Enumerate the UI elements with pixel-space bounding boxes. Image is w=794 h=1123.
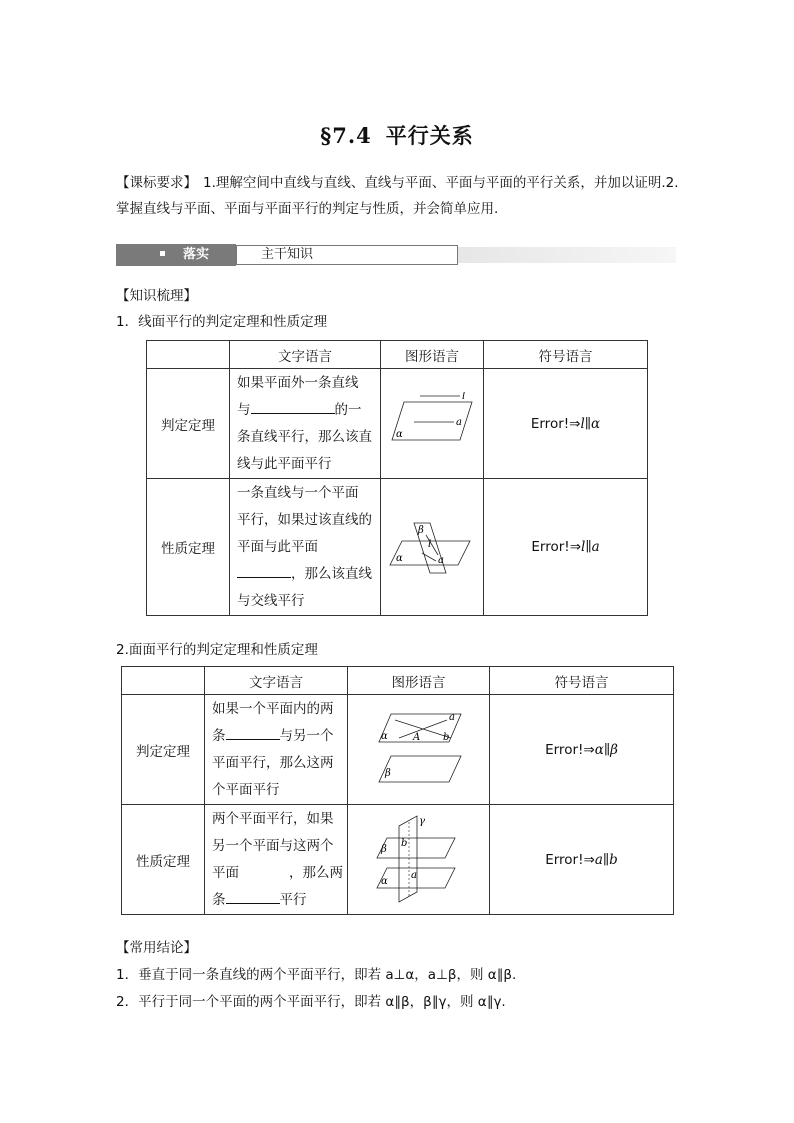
page-title (0, 120, 794, 150)
theorem-name: 性质定理 (122, 805, 205, 915)
figure-label: α (380, 730, 388, 742)
three-planes-figure (369, 812, 469, 904)
section-number: §7.4 (320, 123, 372, 148)
figure-label: α (396, 428, 403, 440)
figure-label: a (438, 555, 444, 566)
requirements-text-continued: 掌握直线与平面、平面与平面平行的判定与性质，并会简单应用. (116, 201, 499, 217)
theorem-figure (348, 805, 490, 915)
table-header-cell: 符号语言 (490, 667, 674, 695)
figure-label: A (412, 731, 420, 743)
theorem-name: 性质定理 (147, 479, 230, 616)
line-plane-heading: 1．线面平行的判定定理和性质定理 (116, 314, 328, 330)
theorem-name: 判定定理 (122, 695, 205, 805)
table-row (147, 479, 648, 616)
table-row (122, 695, 674, 805)
table-header-cell: 图形语言 (381, 341, 484, 369)
figure-label: a (448, 711, 455, 723)
table-header-cell: 图形语言 (348, 667, 490, 695)
plane-plane-table (121, 666, 674, 915)
conclusion-item-2: 2．平行于同一个平面的两个平面平行，即若 α∥β，β∥γ，则 α∥γ. (116, 994, 506, 1010)
knowledge-label: 【知识梳理】 (116, 288, 197, 304)
figure-label: a (410, 869, 417, 881)
table-header-row (122, 667, 674, 695)
theorem-figure (381, 479, 484, 616)
theorem-text: 如果一个平面内的两 条 与另一个 平面平行，那么这两 个平面平行 (205, 695, 348, 805)
figure-label: α (380, 875, 388, 887)
figure-label: l (428, 539, 432, 550)
table-header-empty (147, 341, 230, 369)
fill-blank[interactable] (226, 725, 280, 740)
theorem-text: 两个平面平行，如果 另一个平面与这两个 平面 ，那么两 条 平行 (205, 805, 348, 915)
figure-label: α (396, 553, 403, 564)
table-header-cell: 文字语言 (230, 341, 381, 369)
fill-blank[interactable] (251, 399, 335, 414)
square-bullet-icon (160, 251, 165, 256)
theorem-figure (381, 369, 484, 479)
table-header-cell: 符号语言 (484, 341, 648, 369)
line-plane-table (146, 340, 648, 616)
table-header-cell: 文字语言 (205, 667, 348, 695)
theorem-symbol: Error!⇒a∥b (490, 805, 674, 915)
theorem-text: 一条直线与一个平面 平行，如果过该直线的 平面与此平面 ，那么该直线 与交线平行 (230, 479, 381, 616)
intersecting-planes-figure (384, 513, 480, 577)
figure-label: β (380, 843, 387, 855)
conclusion-item-1: 1．垂直于同一条直线的两个平面平行，即若 a⊥α，a⊥β，则 α∥β. (116, 967, 517, 983)
fill-blank[interactable] (237, 563, 291, 578)
parallel-planes-figure (369, 708, 469, 788)
section-title: 平行关系 (385, 124, 474, 148)
figure-label: l (462, 391, 466, 402)
theorem-symbol: Error!⇒α∥β (490, 695, 674, 805)
figure-label: β (384, 767, 391, 779)
line-plane-figure (384, 392, 480, 452)
figure-label: γ (418, 815, 425, 827)
requirements-label: 【课标要求】 (116, 175, 197, 191)
requirements-paragraph (116, 170, 696, 222)
figure-label: b (400, 837, 407, 849)
banner-dark-label: 落实 (116, 244, 236, 266)
theorem-text: 如果平面外一条直线 与 的一 条直线平行，那么该直 线与此平面平行 (230, 369, 381, 479)
table-row (122, 805, 674, 915)
banner-tab: 主干知识 (236, 245, 458, 265)
figure-label: a (456, 416, 462, 428)
table-header-row (147, 341, 648, 369)
theorem-symbol: Error!⇒l∥a (484, 479, 648, 616)
table-header-empty (122, 667, 205, 695)
conclusions-label: 【常用结论】 (116, 940, 197, 956)
theorem-figure (348, 695, 490, 805)
requirements-text: 1.理解空间中直线与直线、直线与平面、平面与平面的平行关系，并加以证明.2. (203, 175, 679, 191)
figure-label: β (418, 525, 424, 536)
plane-plane-heading: 2.面面平行的判定定理和性质定理 (116, 642, 318, 658)
figure-label: b (442, 731, 449, 743)
section-banner (116, 244, 676, 266)
table-row (147, 369, 648, 479)
theorem-name: 判定定理 (147, 369, 230, 479)
fill-blank[interactable] (226, 889, 280, 904)
theorem-symbol: Error!⇒l∥α (484, 369, 648, 479)
